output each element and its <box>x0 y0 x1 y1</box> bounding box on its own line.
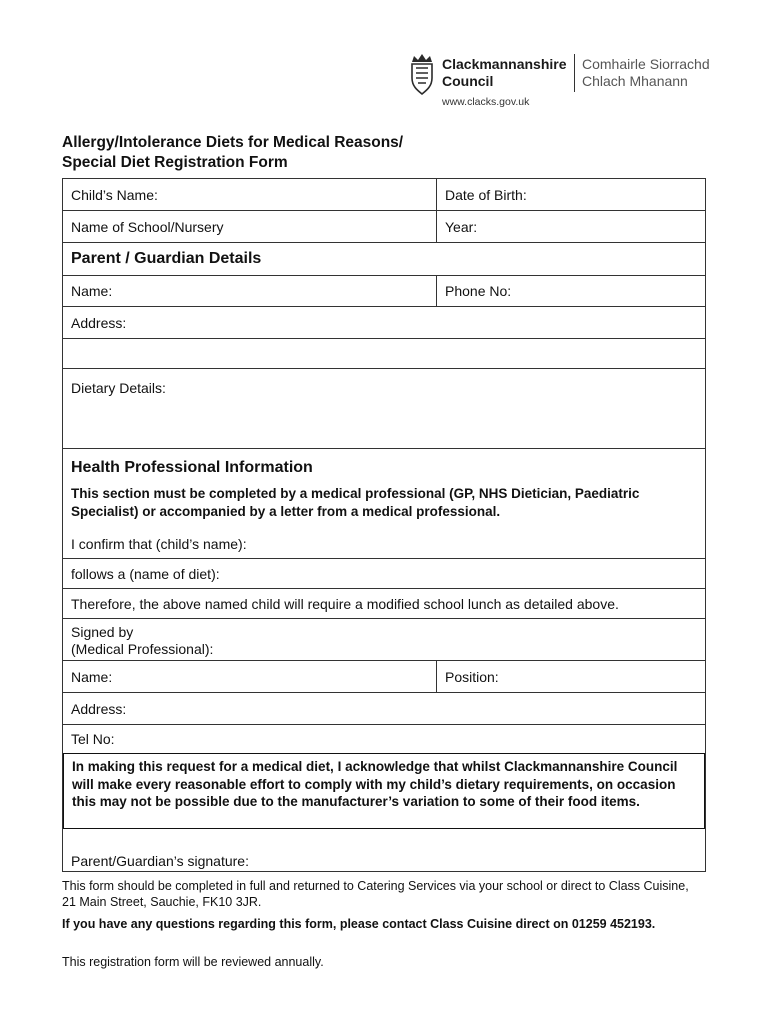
acknowledgement-text: In making this request for a medical diet, I acknowledge that whilst Clackmannanshire Council will make every reasonable effort to comply with my child’s dietary requirements, on occasion this may not be possible due to the manufacturer’s variation to some of their food items. <box>72 759 678 809</box>
council-name-en-line2: Council <box>442 73 494 89</box>
therefore-text: Therefore, the above named child will require a modified school lunch as detailed above. <box>71 595 619 612</box>
confirm-row <box>63 529 705 559</box>
registration-form <box>62 178 706 872</box>
health-section-note: This section must be completed by a medical professional (GP, NHS Dietician, Paediatric Specialist) or accompanied by a letter from a medical professional. <box>71 486 640 519</box>
dietary-row <box>63 369 705 449</box>
tel-field[interactable] <box>63 725 705 753</box>
child-name-label: Child’s Name: <box>71 186 158 203</box>
parent-address-field-2[interactable] <box>63 339 705 368</box>
child-details-row <box>63 179 705 211</box>
parent-name-label: Name: <box>71 283 113 299</box>
phone-field[interactable] <box>437 276 705 306</box>
contact-instructions: If you have any questions regarding this form, please contact Class Cuisine direct on 01259 452193. <box>62 917 656 931</box>
year-field[interactable] <box>437 211 705 242</box>
year-label: Year: <box>445 218 478 235</box>
position-field[interactable] <box>437 661 705 692</box>
therefore-statement <box>63 589 705 618</box>
health-heading-row <box>63 449 705 533</box>
school-field[interactable] <box>63 211 437 242</box>
medical-address-row <box>63 693 705 725</box>
council-name-gd-line2: Chlach Mhanann <box>582 73 688 89</box>
school-row <box>63 211 705 243</box>
website-url[interactable]: www.clacks.gov.uk <box>442 96 530 108</box>
follows-label: follows a (name of diet): <box>71 565 220 582</box>
dietary-label: Dietary Details: <box>71 380 166 396</box>
medical-name-row <box>63 661 705 693</box>
parent-section-heading: Parent / Guardian Details <box>71 250 262 267</box>
confirm-label: I confirm that (child’s name): <box>71 535 247 552</box>
logo-divider <box>574 54 575 92</box>
acknowledgement-box <box>63 753 705 829</box>
child-name-field[interactable] <box>63 179 437 210</box>
form-title-line2: Special Diet Registration Form <box>62 154 288 171</box>
position-label: Position: <box>445 668 499 685</box>
signature-label: Parent/Guardian’s signature: <box>71 853 249 869</box>
diet-name-field[interactable] <box>63 559 705 588</box>
form-title <box>62 133 403 173</box>
form-title-line1: Allergy/Intolerance Diets for Medical Reasons/ <box>62 134 404 151</box>
parent-signature-field[interactable] <box>63 829 705 871</box>
dob-label: Date of Birth: <box>445 186 527 203</box>
council-name-english <box>442 56 567 90</box>
medical-address-field[interactable] <box>63 693 705 724</box>
parent-address-row <box>63 307 705 339</box>
medical-signature-field[interactable] <box>63 619 705 660</box>
signed-by-line2: (Medical Professional): <box>71 641 214 657</box>
medical-address-label: Address: <box>71 700 127 717</box>
dietary-details-field[interactable] <box>63 369 705 448</box>
parent-name-field[interactable] <box>63 276 437 306</box>
health-section <box>63 449 705 533</box>
health-section-heading: Health Professional Information <box>71 459 313 476</box>
therefore-row <box>63 589 705 619</box>
parent-name-row <box>63 275 705 307</box>
tel-label: Tel No: <box>71 731 115 747</box>
signed-by-line1: Signed by <box>71 624 134 640</box>
council-name-gaelic <box>582 56 710 90</box>
parent-address-label: Address: <box>71 314 127 331</box>
parent-address-field[interactable] <box>63 307 705 338</box>
diet-name-row <box>63 559 705 589</box>
crest-icon <box>408 52 436 96</box>
tel-row <box>63 725 705 753</box>
signature-row <box>63 829 705 871</box>
child-confirm-field[interactable] <box>63 529 705 558</box>
review-note: This registration form will be reviewed annually. <box>62 955 324 969</box>
parent-heading-row <box>63 243 705 275</box>
medical-name-label: Name: <box>71 668 113 685</box>
phone-label: Phone No: <box>445 283 512 299</box>
signed-by-row <box>63 619 705 661</box>
council-name-en-line1: Clackmannanshire <box>442 56 567 72</box>
return-instructions: This form should be completed in full and returned to Catering Services via your school or direct to Class Cuisine, 21 Main Street, Sauchie, FK10 3JR. <box>62 879 689 909</box>
medical-name-field[interactable] <box>63 661 437 692</box>
school-label: Name of School/Nursery <box>71 218 224 235</box>
council-logo <box>408 50 708 112</box>
parent-address-row-2 <box>63 339 705 369</box>
council-name-gd-line1: Comhairle Siorrachd <box>582 56 710 72</box>
dob-field[interactable] <box>437 179 705 210</box>
